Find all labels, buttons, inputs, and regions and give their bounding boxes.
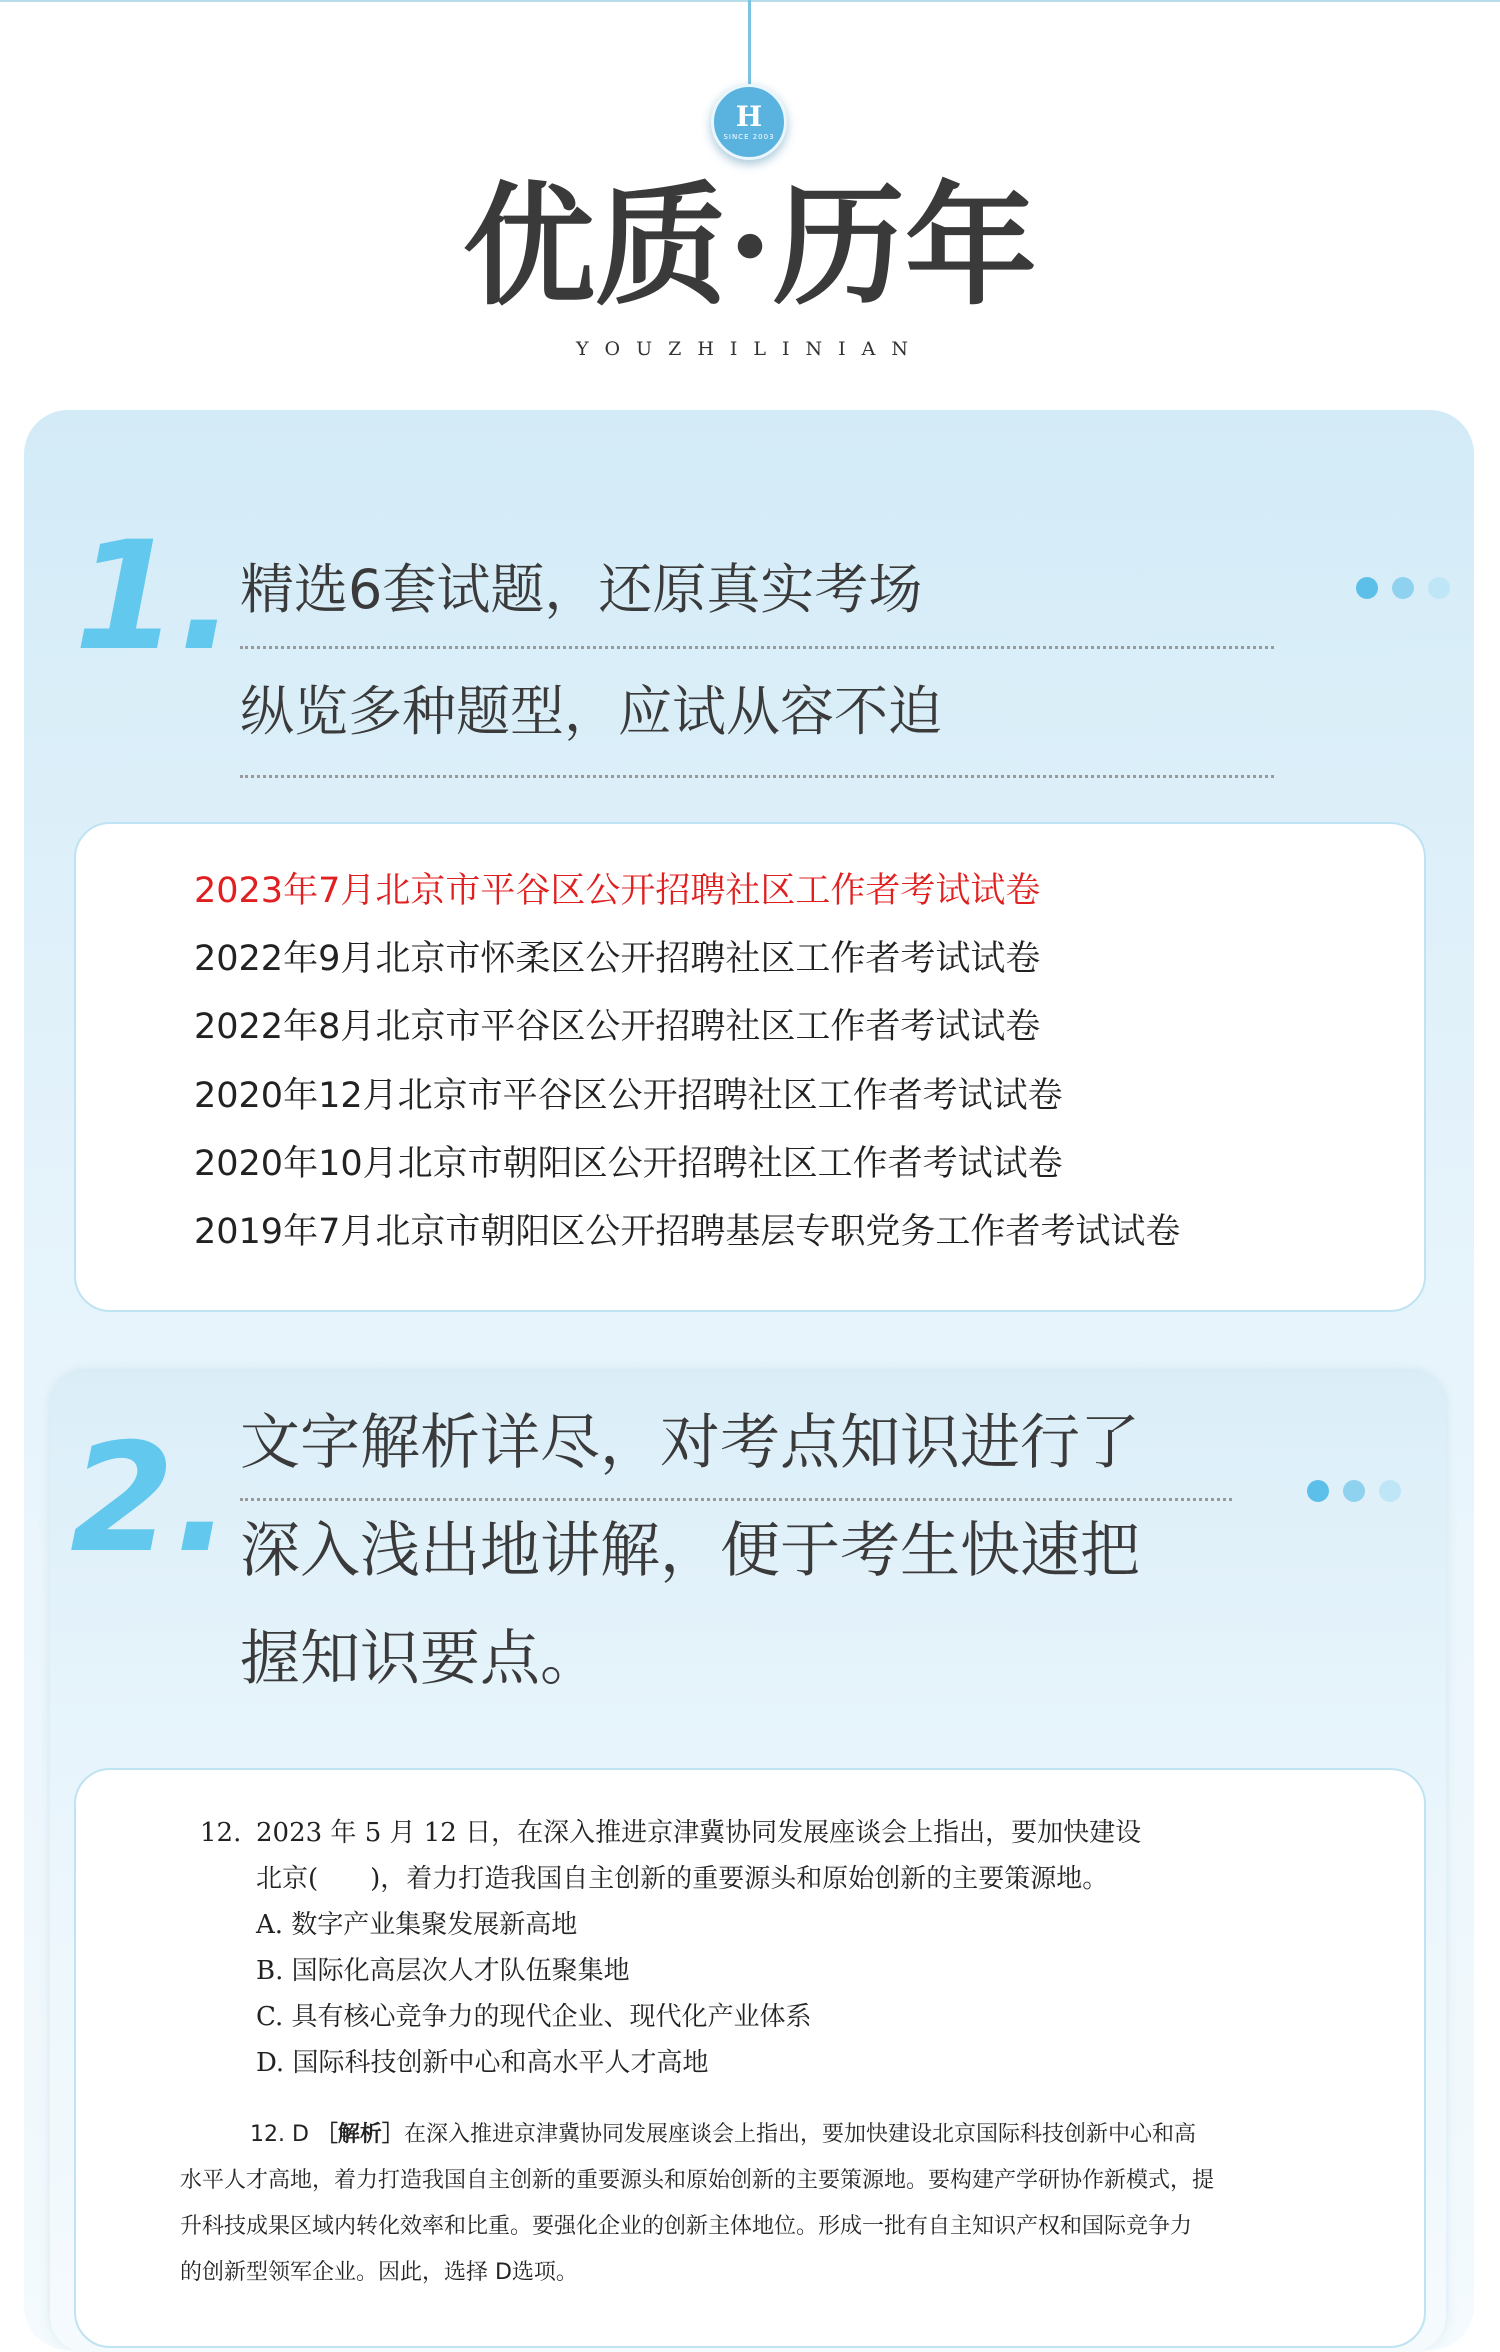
page-title: 优质·历年 <box>463 169 1037 324</box>
dot <box>1392 577 1414 599</box>
option-d: D. 国际科技创新中心和高水平人才高地 <box>256 2048 709 2078</box>
dot <box>1356 577 1378 599</box>
option-a: A. 数字产业集聚发展新高地 <box>256 1910 578 1940</box>
option-c: C. 具有核心竞争力的现代企业、现代化产业体系 <box>256 2002 812 2032</box>
question-number: 12. <box>200 1818 242 1848</box>
dot <box>1343 1480 1365 1502</box>
section2-headline-3: 握知识要点。 <box>240 1624 600 1694</box>
decorative-dots <box>1307 1480 1401 1502</box>
section1-headline-1: 精选6套试题，还原真实考场 <box>240 558 923 621</box>
question-stem-line-1: 2023 年 5 月 12 日，在深入推进京津冀协同发展座谈会上指出，要加快建设 <box>256 1818 1142 1848</box>
analysis-tag: ［解析］ <box>315 2122 404 2147</box>
dot <box>1307 1480 1329 1502</box>
section-number-2: 2. <box>70 1412 232 1586</box>
logo-since-text: SINCE 2003 <box>723 133 775 141</box>
list-item: 2020年12月北京市平谷区公开招聘社区工作者考试试卷 <box>194 1076 1063 1116</box>
list-item: 2023年7月北京市平谷区公开招聘社区工作者考试试卷 <box>194 871 1041 911</box>
sample-question-card <box>74 1768 1426 2348</box>
section-number-1: 1. <box>74 510 236 684</box>
dot <box>1379 1480 1401 1502</box>
dotted-divider <box>240 775 1274 778</box>
decorative-dots <box>1356 577 1450 599</box>
papers-card <box>74 822 1426 1312</box>
logo-hanger-line <box>748 0 751 88</box>
answer-line-1 <box>250 2120 1196 2150</box>
dotted-divider <box>240 646 1274 649</box>
dot <box>1428 577 1450 599</box>
option-b: B. 国际化高层次人才队伍聚集地 <box>256 1956 630 1986</box>
logo-mark: H <box>735 100 763 133</box>
list-item: 2019年7月北京市朝阳区公开招聘基层专职党务工作者考试试卷 <box>194 1212 1181 1252</box>
list-item: 2022年8月北京市平谷区公开招聘社区工作者考试试卷 <box>194 1007 1041 1047</box>
page-subtitle: YOUZHILINIAN <box>575 338 924 360</box>
answer-line-4: 的创新型领军企业。因此，选择 D选项。 <box>180 2260 578 2285</box>
answer-prefix: 12. D <box>250 2122 309 2147</box>
brand-logo <box>711 84 787 160</box>
list-item: 2020年10月北京市朝阳区公开招聘社区工作者考试试卷 <box>194 1144 1063 1184</box>
section2-headline-1: 文字解析详尽，对考点知识进行了 <box>240 1408 1140 1478</box>
answer-line-3: 升科技成果区域内转化效率和比重。要强化企业的创新主体地位。形成一批有自主知识产权和国际竞争力 <box>180 2214 1193 2239</box>
section1-headline-2: 纵览多种题型，应试从容不迫 <box>240 680 942 743</box>
question-stem-line-2: 北京( )，着力打造我国自主创新的重要源头和原始创新的主要策源地。 <box>256 1864 1109 1894</box>
answer-text: 在深入推进京津冀协同发展座谈会上指出，要加快建设北京国际科技创新中心和高 <box>403 2122 1196 2147</box>
answer-line-2: 水平人才高地，着力打造我国自主创新的重要源头和原始创新的主要策源地。要构建产学研协作新模式，提 <box>180 2168 1215 2193</box>
section2-headline-2: 深入浅出地讲解，便于考生快速把 <box>240 1516 1140 1586</box>
list-item: 2022年9月北京市怀柔区公开招聘社区工作者考试试卷 <box>194 939 1041 979</box>
dotted-divider <box>240 1498 1232 1501</box>
